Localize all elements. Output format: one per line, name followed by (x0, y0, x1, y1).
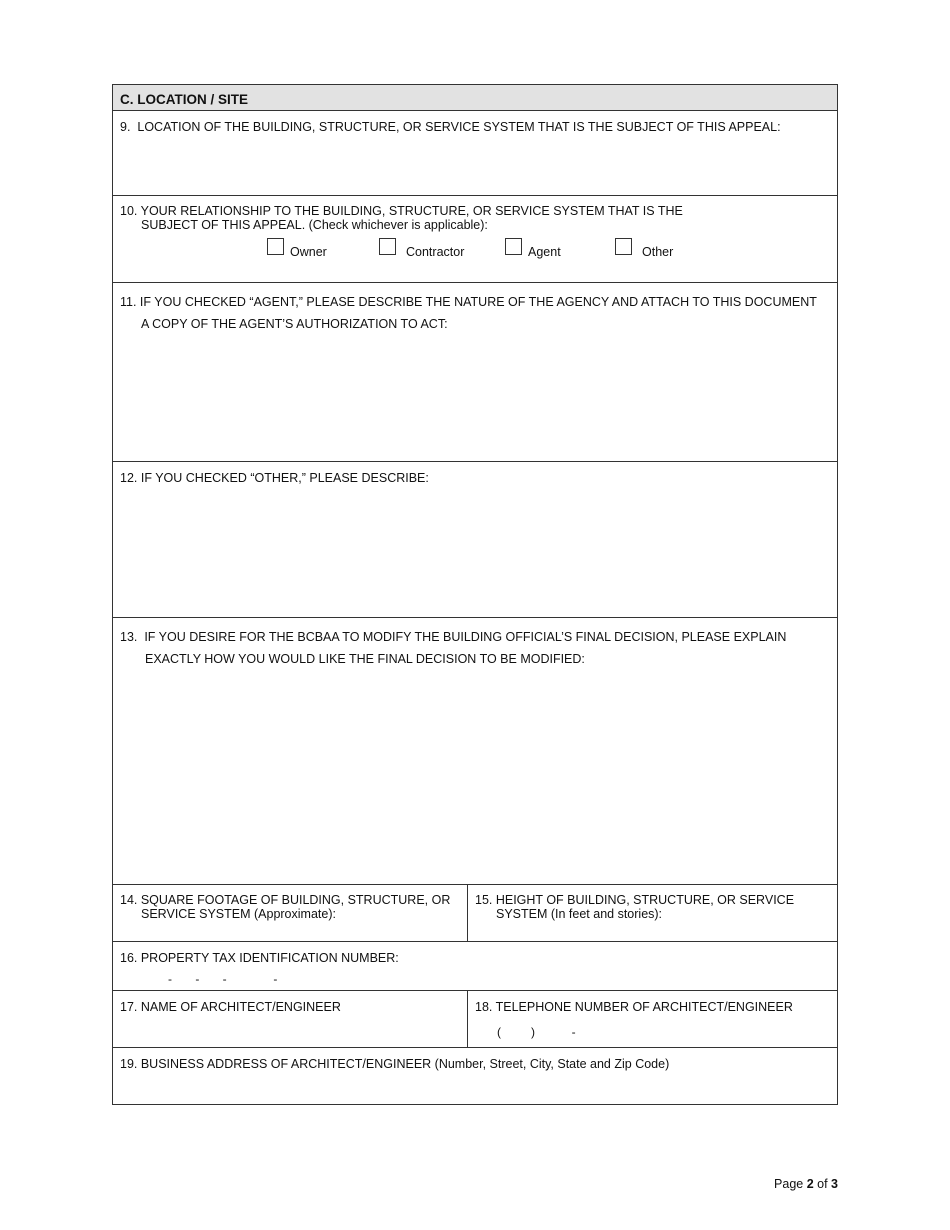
q10-relationship-row (113, 196, 837, 283)
page-total: 3 (831, 1177, 838, 1191)
q18-label (475, 999, 793, 1016)
agent-label: Agent (528, 244, 561, 259)
q13-line1: 13. IF YOU DESIRE FOR THE BCBAA TO MODIFY THE BUILDING OFFICIAL’S FINAL DECISION, PLEASE EXPLAIN (120, 630, 787, 644)
q17-architect-name-cell[interactable] (113, 991, 468, 1047)
appeal-form-section-c (112, 84, 838, 1105)
q9-label (120, 119, 781, 136)
option-other[interactable] (615, 238, 674, 259)
q16-text: 16. PROPERTY TAX IDENTIFICATION NUMBER: (120, 951, 399, 965)
agent-checkbox[interactable] (505, 238, 522, 255)
option-agent[interactable] (505, 238, 561, 259)
q15-line1: 15. HEIGHT OF BUILDING, STRUCTURE, OR SERVICE (475, 893, 795, 907)
q13-label (120, 626, 786, 670)
q11-line1: 11. IF YOU CHECKED “AGENT,” PLEASE DESCRIBE THE NATURE OF THE AGENCY AND ATTACH TO THIS DOCUMENT (120, 295, 817, 309)
q10-line1: 10. YOUR RELATIONSHIP TO THE BUILDING, STRUCTURE, OR SERVICE SYSTEM THAT IS THE (120, 204, 683, 218)
q9-location-row[interactable] (113, 111, 837, 196)
other-label: Other (642, 244, 674, 259)
q18-text: 18. TELEPHONE NUMBER OF ARCHITECT/ENGINEER (475, 1000, 793, 1014)
q10-line2: SUBJECT OF THIS APPEAL. (Check whichever is applicable): (141, 218, 488, 233)
q11-agent-row[interactable] (113, 283, 837, 462)
q15-height-cell[interactable] (468, 885, 837, 941)
q17-label (120, 999, 341, 1016)
q12-other-row[interactable] (113, 462, 837, 618)
option-contractor[interactable] (379, 238, 465, 259)
q19-business-address-row[interactable] (113, 1048, 837, 1105)
q9-text: 9. LOCATION OF THE BUILDING, STRUCTURE, OR SERVICE SYSTEM THAT IS THE SUBJECT OF THIS APPEAL: (120, 120, 781, 134)
contractor-label: Contractor (406, 244, 465, 259)
q19-label (120, 1056, 669, 1073)
q16-label (120, 950, 399, 967)
q19-text: 19. BUSINESS ADDRESS OF ARCHITECT/ENGINEER (Number, Street, City, State and Zip Code) (120, 1057, 670, 1071)
q17-text: 17. NAME OF ARCHITECT/ENGINEER (120, 1000, 341, 1014)
q12-text: 12. IF YOU CHECKED “OTHER,” PLEASE DESCRIBE: (120, 471, 429, 485)
q10-label (120, 204, 683, 233)
q14-square-footage-cell[interactable] (113, 885, 468, 941)
q16-tax-id-row[interactable] (113, 942, 837, 991)
q12-label (120, 470, 429, 487)
section-header (113, 85, 837, 111)
page-mid: of (813, 1177, 832, 1191)
page-number (774, 1177, 838, 1191)
owner-checkbox[interactable] (267, 238, 284, 255)
q14-line1: 14. SQUARE FOOTAGE OF BUILDING, STRUCTURE, OR (120, 893, 451, 907)
q18-telephone-cell[interactable] (468, 991, 837, 1047)
owner-label: Owner (290, 244, 327, 259)
contractor-checkbox[interactable] (379, 238, 396, 255)
q16-tax-id-mask: - - - - (168, 972, 278, 986)
q10-checkbox-row (113, 238, 837, 260)
q17-q18-row (113, 991, 837, 1048)
page-prefix: Page (774, 1177, 807, 1191)
page-current: 2 (806, 1177, 814, 1191)
q13-line2: EXACTLY HOW YOU WOULD LIKE THE FINAL DECISION TO BE MODIFIED: (145, 652, 585, 666)
other-checkbox[interactable] (615, 238, 632, 255)
q13-modify-row[interactable] (113, 618, 837, 885)
option-owner[interactable] (267, 238, 327, 259)
q11-line2: A COPY OF THE AGENT’S AUTHORIZATION TO ACT: (141, 317, 448, 331)
q14-q15-row (113, 885, 837, 942)
q18-phone-mask: ( ) - (497, 1025, 576, 1039)
q15-line2: SYSTEM (In feet and stories): (496, 907, 663, 922)
section-title: C. LOCATION / SITE (120, 92, 248, 107)
q15-label (475, 893, 794, 922)
q14-label (120, 893, 450, 922)
q11-label (120, 291, 817, 335)
q14-line2: SERVICE SYSTEM (Approximate): (141, 907, 336, 922)
